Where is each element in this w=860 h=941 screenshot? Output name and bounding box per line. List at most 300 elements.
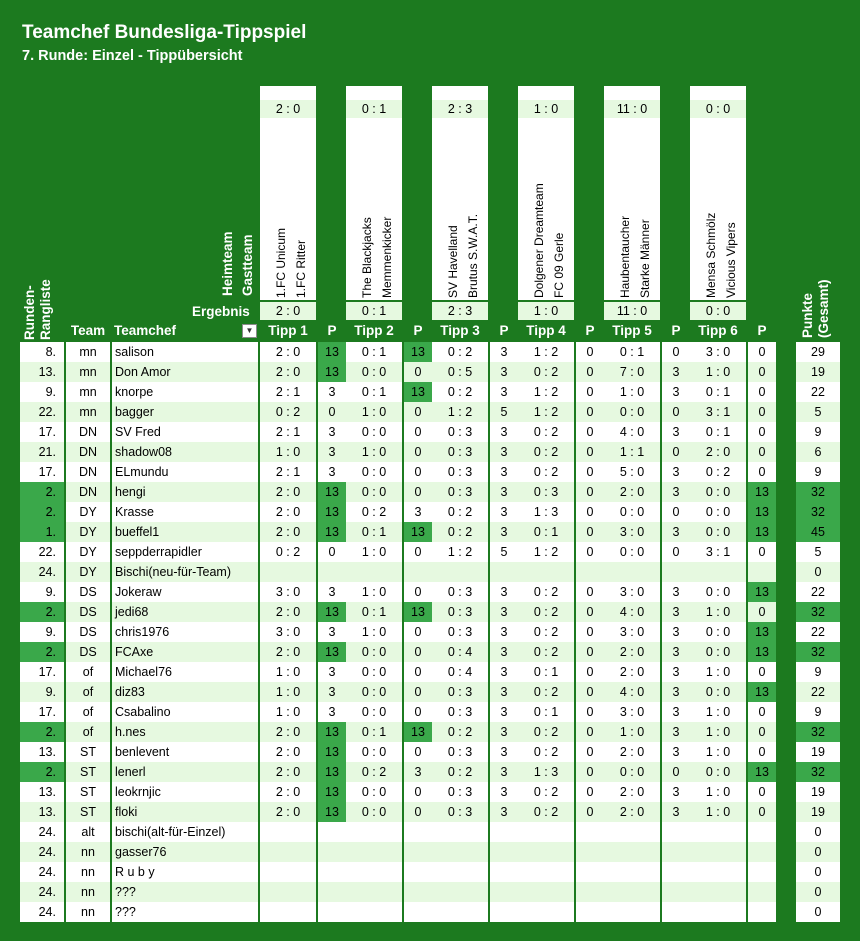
points-cell: 0 xyxy=(576,382,604,402)
total-points-cell: 19 xyxy=(796,742,840,762)
points-cell: 13 xyxy=(748,502,776,522)
points-cell: 13 xyxy=(318,642,346,662)
points-cell: 0 xyxy=(748,782,776,802)
team-cell: ST xyxy=(66,742,110,762)
rank-cell: 8. xyxy=(20,342,64,362)
tipp-cell: 0 : 2 xyxy=(518,602,574,622)
tipp-cell xyxy=(432,562,488,582)
total-points-cell: 32 xyxy=(796,502,840,522)
team-cell: mn xyxy=(66,382,110,402)
points-cell xyxy=(576,862,604,882)
points-cell: 0 xyxy=(748,602,776,622)
table-row xyxy=(0,722,860,742)
tipp-cell: 0 : 3 xyxy=(432,802,488,822)
tipp-cell: 0 : 3 xyxy=(518,482,574,502)
tipp-cell: 0 : 3 xyxy=(432,782,488,802)
tipp-cell xyxy=(604,882,660,902)
tipp-cell xyxy=(432,882,488,902)
points-cell: 0 xyxy=(748,542,776,562)
total-points-cell: 32 xyxy=(796,762,840,782)
tipp-cell: 0 : 0 xyxy=(346,482,402,502)
tipp-cell: 2 : 0 xyxy=(260,762,316,782)
team-cell: DS xyxy=(66,622,110,642)
tipp-cell: 0 : 0 xyxy=(690,762,746,782)
points-cell: 0 xyxy=(404,682,432,702)
tipp-cell xyxy=(260,902,316,922)
table-row xyxy=(0,782,860,802)
table-row xyxy=(0,402,860,422)
tipp-cell: 0 : 0 xyxy=(346,462,402,482)
points-cell: 0 xyxy=(576,442,604,462)
tipp-cell: 1 : 0 xyxy=(690,662,746,682)
tipp-cell: 0 : 3 xyxy=(432,482,488,502)
teamchef-cell: lenerl xyxy=(112,762,258,782)
team-cell: DY xyxy=(66,522,110,542)
table-row xyxy=(0,842,860,862)
table-row xyxy=(0,902,860,922)
heimteam-label: Heimteam xyxy=(220,231,235,296)
tipp-cell: 0 : 0 xyxy=(346,782,402,802)
tipp-cell: 0 : 3 xyxy=(432,462,488,482)
home-team-name: Haubentaucher xyxy=(618,215,632,298)
total-points-cell: 6 xyxy=(796,442,840,462)
tipp-cell: 1 : 2 xyxy=(518,382,574,402)
tipp-cell: 0 : 1 xyxy=(518,662,574,682)
points-cell: 3 xyxy=(490,362,518,382)
points-cell: 13 xyxy=(748,682,776,702)
rank-cell: 2. xyxy=(20,502,64,522)
points-cell xyxy=(662,562,690,582)
points-cell: 3 xyxy=(318,462,346,482)
tipp-column-header: Tipp 5 xyxy=(612,323,652,338)
points-cell: 3 xyxy=(662,802,690,822)
away-team-name: 1.FC Ritter xyxy=(294,239,308,298)
tipp-cell: 0 : 2 xyxy=(518,682,574,702)
points-column-header: P xyxy=(327,323,337,338)
table-row xyxy=(0,702,860,722)
points-cell: 0 xyxy=(748,442,776,462)
tipp-cell: 3 : 0 xyxy=(604,702,660,722)
tipp-cell: 3 : 0 xyxy=(604,582,660,602)
home-team-name: Dolgener Dreamteam xyxy=(532,183,546,298)
points-cell: 13 xyxy=(318,802,346,822)
points-cell: 0 xyxy=(662,402,690,422)
tipp-cell: 1 : 0 xyxy=(346,542,402,562)
tipp-cell: 0 : 2 xyxy=(432,762,488,782)
rank-cell: 9. xyxy=(20,582,64,602)
points-cell: 3 xyxy=(490,662,518,682)
total-points-cell: 0 xyxy=(796,882,840,902)
teamchef-cell: Krasse xyxy=(112,502,258,522)
rank-cell: 9. xyxy=(20,682,64,702)
tipp-cell: 1 : 1 xyxy=(604,442,660,462)
team-cell: nn xyxy=(66,882,110,902)
tipp-cell: 1 : 0 xyxy=(260,442,316,462)
dropdown-filter-icon[interactable]: ▼ xyxy=(242,324,257,338)
points-cell: 13 xyxy=(318,482,346,502)
tipp-cell: 0 : 1 xyxy=(604,342,660,362)
tipp-cell: 2 : 0 xyxy=(260,802,316,822)
tipp-cell: 0 : 2 xyxy=(432,502,488,522)
rank-cell: 24. xyxy=(20,822,64,842)
points-cell: 0 xyxy=(318,542,346,562)
points-cell: 13 xyxy=(318,762,346,782)
points-cell: 0 xyxy=(404,542,432,562)
tipp-cell: 1 : 2 xyxy=(518,402,574,422)
team-cell: DS xyxy=(66,602,110,622)
match-result-cell: 11 : 0 xyxy=(604,302,660,320)
points-cell: 0 xyxy=(576,722,604,742)
total-points-cell: 22 xyxy=(796,582,840,602)
tipp-cell xyxy=(432,862,488,882)
points-cell: 0 xyxy=(404,482,432,502)
tipp-cell: 0 : 2 xyxy=(346,762,402,782)
points-cell: 13 xyxy=(404,602,432,622)
points-cell: 0 xyxy=(576,762,604,782)
points-cell xyxy=(404,882,432,902)
points-cell: 13 xyxy=(318,742,346,762)
tipp-cell: 0 : 1 xyxy=(346,522,402,542)
match-result: 2 : 0 xyxy=(260,100,316,118)
table-row xyxy=(0,642,860,662)
points-cell: 0 xyxy=(662,342,690,362)
tipp-cell: 0 : 0 xyxy=(346,802,402,822)
points-cell xyxy=(662,862,690,882)
table-row xyxy=(0,882,860,902)
teamchef-cell: floki xyxy=(112,802,258,822)
tipp-cell: 2 : 0 xyxy=(260,482,316,502)
points-cell: 13 xyxy=(404,522,432,542)
team-cell: mn xyxy=(66,342,110,362)
points-cell: 3 xyxy=(662,522,690,542)
total-points-cell: 9 xyxy=(796,462,840,482)
tipp-cell: 0 : 2 xyxy=(432,342,488,362)
points-cell: 13 xyxy=(318,502,346,522)
tipp-cell: 0 : 2 xyxy=(432,522,488,542)
tipp-cell: 0 : 0 xyxy=(690,582,746,602)
total-points-cell: 19 xyxy=(796,802,840,822)
tipp-cell: 0 : 2 xyxy=(690,462,746,482)
points-cell xyxy=(662,882,690,902)
tipp-cell: 2 : 0 xyxy=(260,642,316,662)
points-cell: 0 xyxy=(662,762,690,782)
tipp-cell: 0 : 3 xyxy=(432,682,488,702)
tipp-cell: 0 : 2 xyxy=(346,502,402,522)
tipp-cell: 2 : 1 xyxy=(260,462,316,482)
total-points-cell: 0 xyxy=(796,822,840,842)
rank-cell: 24. xyxy=(20,842,64,862)
teamchef-cell: knorpe xyxy=(112,382,258,402)
points-cell: 13 xyxy=(318,522,346,542)
points-cell xyxy=(748,902,776,922)
tipp-column-header: Tipp 1 xyxy=(268,323,308,338)
points-cell: 0 xyxy=(748,802,776,822)
tipp-cell: 1 : 3 xyxy=(518,762,574,782)
tipp-column-header: Tipp 3 xyxy=(440,323,480,338)
points-cell: 3 xyxy=(490,642,518,662)
points-cell: 13 xyxy=(748,642,776,662)
points-cell: 3 xyxy=(662,782,690,802)
points-cell: 0 xyxy=(662,502,690,522)
team-cell: nn xyxy=(66,862,110,882)
tipp-cell: 0 : 0 xyxy=(690,502,746,522)
tipp-cell: 1 : 0 xyxy=(690,362,746,382)
tipp-cell: 0 : 0 xyxy=(690,482,746,502)
points-cell: 0 xyxy=(576,342,604,362)
points-cell: 13 xyxy=(404,342,432,362)
table-row xyxy=(0,622,860,642)
match-result-cell: 0 : 0 xyxy=(690,302,746,320)
tipp-cell: 0 : 1 xyxy=(690,422,746,442)
table-row xyxy=(0,482,860,502)
tipp-cell: 0 : 2 xyxy=(518,422,574,442)
tipp-cell: 0 : 1 xyxy=(346,382,402,402)
points-cell: 0 xyxy=(576,542,604,562)
points-cell: 0 xyxy=(662,542,690,562)
total-points-cell: 22 xyxy=(796,622,840,642)
tipp-cell: 1 : 3 xyxy=(518,502,574,522)
total-points-cell: 29 xyxy=(796,342,840,362)
points-cell: 13 xyxy=(318,602,346,622)
tipp-cell: 4 : 0 xyxy=(604,422,660,442)
points-cell: 3 xyxy=(490,802,518,822)
points-cell xyxy=(748,862,776,882)
points-cell: 13 xyxy=(404,382,432,402)
points-cell: 0 xyxy=(748,722,776,742)
teamchef-cell: bueffel1 xyxy=(112,522,258,542)
tipp-column-header: Tipp 6 xyxy=(698,323,738,338)
tipp-cell: 0 : 2 xyxy=(432,722,488,742)
points-cell xyxy=(404,562,432,582)
points-cell: 3 xyxy=(318,622,346,642)
points-cell: 3 xyxy=(490,722,518,742)
teamchef-cell: shadow08 xyxy=(112,442,258,462)
tipp-cell: 2 : 0 xyxy=(604,742,660,762)
tipp-cell: 2 : 0 xyxy=(604,482,660,502)
points-cell xyxy=(404,842,432,862)
points-cell xyxy=(318,902,346,922)
tipp-cell: 1 : 2 xyxy=(518,542,574,562)
points-cell: 3 xyxy=(490,782,518,802)
table-row xyxy=(0,522,860,542)
rank-cell: 24. xyxy=(20,562,64,582)
page-title: Teamchef Bundesliga-Tippspiel xyxy=(22,22,307,43)
tipp-cell: 0 : 0 xyxy=(346,702,402,722)
page-subtitle: 7. Runde: Einzel - Tippübersicht xyxy=(22,48,243,64)
points-cell: 0 xyxy=(404,582,432,602)
points-cell: 3 xyxy=(662,742,690,762)
tipp-cell: 0 : 0 xyxy=(690,642,746,662)
total-points-cell: 9 xyxy=(796,702,840,722)
tipp-cell xyxy=(604,902,660,922)
points-cell: 13 xyxy=(748,522,776,542)
points-cell: 3 xyxy=(490,602,518,622)
points-cell xyxy=(748,562,776,582)
tipp-cell: 2 : 0 xyxy=(604,802,660,822)
team-cell: of xyxy=(66,662,110,682)
tipp-cell: 0 : 1 xyxy=(518,522,574,542)
table-row xyxy=(0,502,860,522)
match-result-cell: 0 : 1 xyxy=(346,302,402,320)
points-cell: 0 xyxy=(748,362,776,382)
table-row xyxy=(0,662,860,682)
teamchef-cell: salison xyxy=(112,342,258,362)
points-cell: 3 xyxy=(318,442,346,462)
home-team-name: The Blackjacks xyxy=(360,217,374,298)
rank-cell: 9. xyxy=(20,382,64,402)
tipp-cell: 0 : 1 xyxy=(346,722,402,742)
tipp-cell: 3 : 0 xyxy=(604,622,660,642)
table-row xyxy=(0,682,860,702)
tipp-cell: 3 : 1 xyxy=(690,402,746,422)
points-cell: 3 xyxy=(490,522,518,542)
points-cell: 3 xyxy=(662,362,690,382)
table-row xyxy=(0,382,860,402)
points-cell xyxy=(662,902,690,922)
points-cell: 0 xyxy=(576,462,604,482)
points-cell: 0 xyxy=(576,742,604,762)
points-cell: 3 xyxy=(662,642,690,662)
teamchef-cell: ELmundu xyxy=(112,462,258,482)
points-cell xyxy=(576,902,604,922)
team-cell: DN xyxy=(66,482,110,502)
tipp-cell: 2 : 0 xyxy=(260,782,316,802)
tipp-cell: 3 : 0 xyxy=(604,522,660,542)
points-cell: 0 xyxy=(576,502,604,522)
points-cell: 0 xyxy=(576,422,604,442)
tipp-cell: 0 : 2 xyxy=(518,782,574,802)
points-cell: 3 xyxy=(490,382,518,402)
points-cell: 0 xyxy=(748,662,776,682)
total-points-cell: 0 xyxy=(796,562,840,582)
team-cell: alt xyxy=(66,822,110,842)
tipp-cell: 2 : 1 xyxy=(260,382,316,402)
tipp-cell xyxy=(432,902,488,922)
rank-cell: 2. xyxy=(20,602,64,622)
points-cell: 0 xyxy=(662,442,690,462)
teamchef-cell: hengi xyxy=(112,482,258,502)
tipp-cell: 0 : 2 xyxy=(260,402,316,422)
teamchef-cell: FCAxe xyxy=(112,642,258,662)
points-cell xyxy=(490,562,518,582)
tipp-cell: 3 : 0 xyxy=(260,622,316,642)
tipp-cell: 3 : 1 xyxy=(690,542,746,562)
points-cell: 0 xyxy=(748,342,776,362)
team-cell: ST xyxy=(66,782,110,802)
tipp-cell: 0 : 2 xyxy=(518,362,574,382)
team-cell: DS xyxy=(66,642,110,662)
team-cell: DY xyxy=(66,542,110,562)
teamchef-cell: chris1976 xyxy=(112,622,258,642)
table-row xyxy=(0,342,860,362)
total-points-cell: 5 xyxy=(796,402,840,422)
points-cell: 3 xyxy=(490,502,518,522)
tipp-cell: 0 : 2 xyxy=(518,442,574,462)
table-row xyxy=(0,562,860,582)
points-cell: 3 xyxy=(318,422,346,442)
points-cell: 3 xyxy=(662,722,690,742)
teamchef-cell: bagger xyxy=(112,402,258,422)
tipp-cell: 0 : 4 xyxy=(432,662,488,682)
points-cell: 0 xyxy=(576,602,604,622)
tipp-cell xyxy=(346,562,402,582)
table-row xyxy=(0,542,860,562)
table-row xyxy=(0,742,860,762)
teamchef-cell: jedi68 xyxy=(112,602,258,622)
points-cell xyxy=(404,822,432,842)
tipp-cell: 0 : 3 xyxy=(432,742,488,762)
points-cell: 0 xyxy=(576,802,604,822)
tipp-cell: 3 : 0 xyxy=(690,342,746,362)
points-cell: 0 xyxy=(404,802,432,822)
tipp-cell: 1 : 0 xyxy=(690,702,746,722)
tipp-cell xyxy=(518,902,574,922)
points-cell: 5 xyxy=(490,402,518,422)
points-cell xyxy=(318,822,346,842)
team-cell: DY xyxy=(66,562,110,582)
points-cell: 0 xyxy=(576,622,604,642)
teamchef-cell: Don Amor xyxy=(112,362,258,382)
points-cell: 3 xyxy=(662,462,690,482)
tipp-cell: 1 : 0 xyxy=(604,722,660,742)
tipp-cell: 2 : 0 xyxy=(260,522,316,542)
tipp-cell: 1 : 0 xyxy=(690,802,746,822)
points-cell xyxy=(404,862,432,882)
tipp-cell: 1 : 0 xyxy=(690,602,746,622)
tipp-cell: 2 : 0 xyxy=(690,442,746,462)
match-panel-2 xyxy=(346,86,402,300)
teamchef-cell: leokrnjic xyxy=(112,782,258,802)
teamchef-cell: seppderrapidler xyxy=(112,542,258,562)
away-team-name: Memmenkicker xyxy=(380,216,394,298)
punkte-header: Punkte (Gesamt) xyxy=(800,279,831,338)
points-cell: 3 xyxy=(662,662,690,682)
table-row xyxy=(0,362,860,382)
tipp-cell xyxy=(690,882,746,902)
total-points-cell: 32 xyxy=(796,642,840,662)
match-panel-5 xyxy=(604,86,660,300)
rank-cell: 2. xyxy=(20,722,64,742)
away-team-name: FC 09 Gerle xyxy=(552,232,566,298)
points-cell: 3 xyxy=(318,582,346,602)
tipp-cell: 0 : 1 xyxy=(690,382,746,402)
points-cell: 0 xyxy=(576,662,604,682)
total-points-cell: 22 xyxy=(796,382,840,402)
match-result-cell: 2 : 0 xyxy=(260,302,316,320)
tipp-cell: 1 : 0 xyxy=(346,582,402,602)
home-team-name: 1.FC Unicum xyxy=(274,227,288,298)
tipp-cell: 0 : 3 xyxy=(432,702,488,722)
points-cell: 3 xyxy=(490,442,518,462)
tipp-cell: 0 : 2 xyxy=(518,722,574,742)
tipp-cell xyxy=(690,902,746,922)
points-cell: 3 xyxy=(662,602,690,622)
tipp-cell: 0 : 1 xyxy=(518,702,574,722)
rank-cell: 2. xyxy=(20,482,64,502)
points-cell: 3 xyxy=(490,462,518,482)
teamchef-cell: R u b y xyxy=(112,862,258,882)
tipp-cell xyxy=(518,842,574,862)
points-cell xyxy=(490,862,518,882)
tipp-cell: 0 : 0 xyxy=(346,742,402,762)
tipp-cell: 0 : 0 xyxy=(690,682,746,702)
tipp-column-header: Tipp 2 xyxy=(354,323,394,338)
points-cell xyxy=(748,842,776,862)
points-cell: 13 xyxy=(318,722,346,742)
points-cell: 3 xyxy=(662,622,690,642)
teamchef-column-header: Teamchef xyxy=(114,323,177,338)
tipp-cell xyxy=(260,842,316,862)
